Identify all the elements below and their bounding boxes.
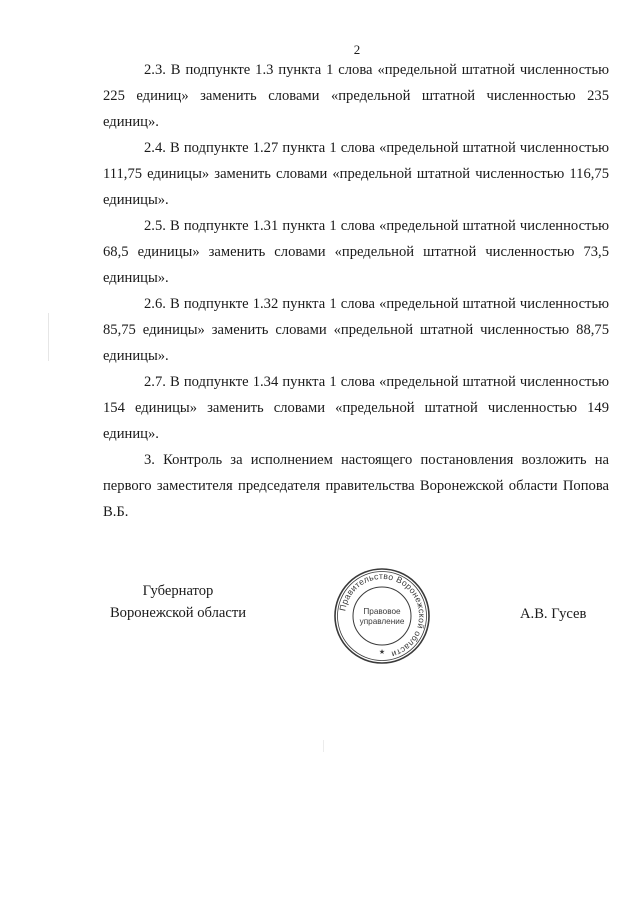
- stamp-inner-line2: управление: [359, 617, 405, 626]
- paragraph-2-5: 2.5. В подпункте 1.31 пункта 1 слова «предельной штатной численностью 68,5 единицы» заменить словами «предельной штатной численностью 73,5 единицы».: [103, 218, 609, 286]
- stamp-outer-text: Правительство Воронежской области: [337, 570, 428, 660]
- paragraph-2-6: 2.6. В подпункте 1.32 пункта 1 слова «предельной штатной численностью 85,75 единицы» заменить словами «предельной штатной численностью 88,75 единицы».: [103, 296, 609, 364]
- signatory-title-line2: Воронежской области: [109, 605, 247, 621]
- paragraph-2-4: 2.4. В подпункте 1.27 пункта 1 слова «предельной штатной численностью 111,75 единицы» заменить словами «предельной штатной численностью 116,75 единицы».: [103, 140, 609, 208]
- document-body: [103, 57, 609, 525]
- page-number: 2: [353, 42, 361, 57]
- stamp-seal-icon: [332, 566, 432, 666]
- signatory-title-line1: Губернатор: [142, 583, 214, 599]
- paragraph-2-3: 2.3. В подпункте 1.3 пункта 1 слова «предельной штатной численностью 225 единиц» заменить словами «предельной штатной численностью 235 единиц».: [103, 62, 609, 130]
- stamp-inner-line1: Правовое: [363, 607, 401, 616]
- scan-artifact: [48, 313, 49, 361]
- stamp-star-icon: ★: [378, 648, 386, 656]
- paragraph-3: 3. Контроль за исполнением настоящего постановления возложить на первого заместителя председателя правительства Воронежской области Попова В.Б.: [103, 452, 609, 520]
- signatory-title: [103, 580, 253, 624]
- scan-artifact: [323, 740, 324, 752]
- signatory-name: А.В. Гусев: [520, 606, 587, 622]
- official-stamp: [332, 566, 432, 666]
- paragraph-2-7: 2.7. В подпункте 1.34 пункта 1 слова «предельной штатной численностью 154 единицы» заменить словами «предельной штатной численностью 149 единиц».: [103, 374, 609, 442]
